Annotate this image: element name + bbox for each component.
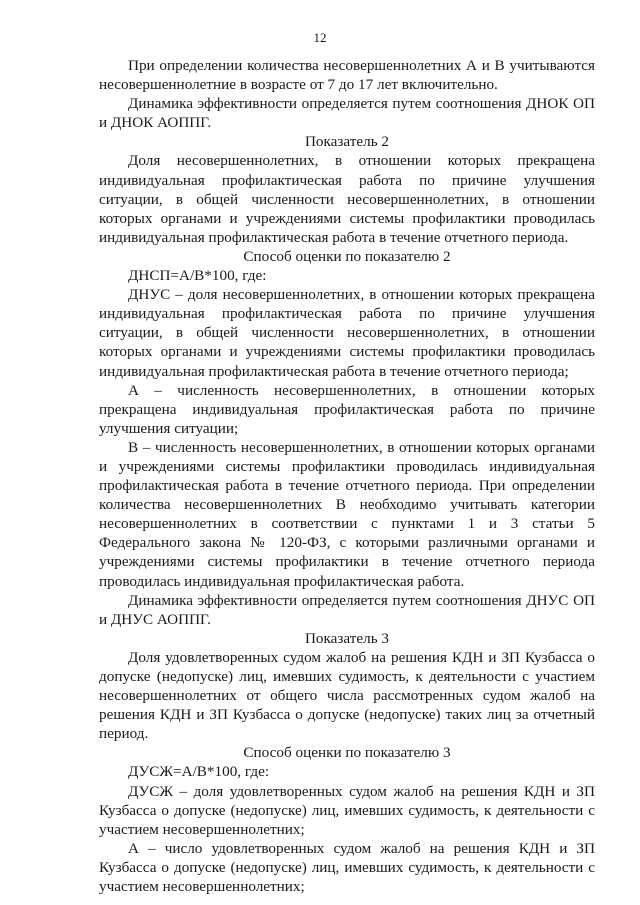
section-heading: Способ оценки по показателю 2 bbox=[243, 247, 451, 265]
paragraph: А – число удовлетворенных судом жалоб на решения КДН и ЗП Кузбасса о допуске (недопуске) лиц, имевших судимость, к деятельности с участием несовершеннолетних; bbox=[99, 839, 595, 896]
paragraph: А – численность несовершеннолетних, в отношении которых прекращена индивидуальная профилактическая работа по причине улучшения ситуации; bbox=[99, 381, 595, 437]
paragraph: Доля удовлетворенных судом жалоб на решения КДН и ЗП Кузбасса о допуске (недопуске) лиц, имевших судимость, к деятельности с участием несовершеннолетних от общего числа рассмотренных судом жалоб на решения КДН и ЗП Кузбасса о допуске (недопуске) таких лиц за отчетный период. bbox=[99, 648, 595, 743]
paragraph: Динамика эффективности определяется путем соотношения ДНОК ОП и ДНОК АОППГ. bbox=[99, 95, 595, 132]
page-number: 12 bbox=[313, 30, 327, 45]
formula: ДНСП=А/В*100, где: bbox=[128, 267, 267, 285]
document-body bbox=[99, 56, 595, 896]
section-heading: Способ оценки по показателю 3 bbox=[243, 744, 451, 762]
paragraph: ДУСЖ – доля удовлетворенных судом жалоб на решения КДН и ЗП Кузбасса о допуске (недопуске) лиц, имевших судимость, к деятельности с участием несовершеннолетних; bbox=[99, 782, 595, 838]
section-heading: Показатель 2 bbox=[304, 133, 390, 151]
formula: ДУСЖ=А/В*100, где: bbox=[128, 763, 270, 781]
paragraph: При определении количества несовершеннолетних А и В учитываются несовершеннолетние в возрасте от 7 до 17 лет включительно. bbox=[99, 57, 595, 94]
section-heading: Показатель 3 bbox=[304, 629, 390, 647]
paragraph: ДНУС – доля несовершеннолетних, в отношении которых прекращена индивидуальная профилактическая работа по причине улучшения ситуации, в общей численности несовершеннолетних, в отношении которых органами и учреждениями системы профилактики проводилась индивидуальная профилактическая работа в течение отчетного периода; bbox=[99, 286, 595, 380]
paragraph: Доля несовершеннолетних, в отношении которых прекращена индивидуальная профилактическая работа по причине улучшения ситуации, в общей численности несовершеннолетних, в отношении которых органами и учреждениями системы профилактики проводилась индивидуальная профилактическая работа в течение отчетного периода. bbox=[99, 152, 595, 246]
paragraph: В – численность несовершеннолетних, в отношении которых органами и учреждениями системы профилактики проводилась индивидуальная профилактическая работа в течение отчетного периода. При определении количества несовершеннолетних В необходимо учитывать категории несовершеннолетних в соответствии с пунктами 1 и 3 статьи 5 Федерального закона № 120-ФЗ, с которыми различными органами и учреждениями системы профилактики в течение отчетного периода проводилась индивидуальная профилактическая работа. bbox=[99, 438, 595, 590]
paragraph: Динамика эффективности определяется путем соотношения ДНУС ОП и ДНУС АОППГ. bbox=[99, 591, 595, 628]
